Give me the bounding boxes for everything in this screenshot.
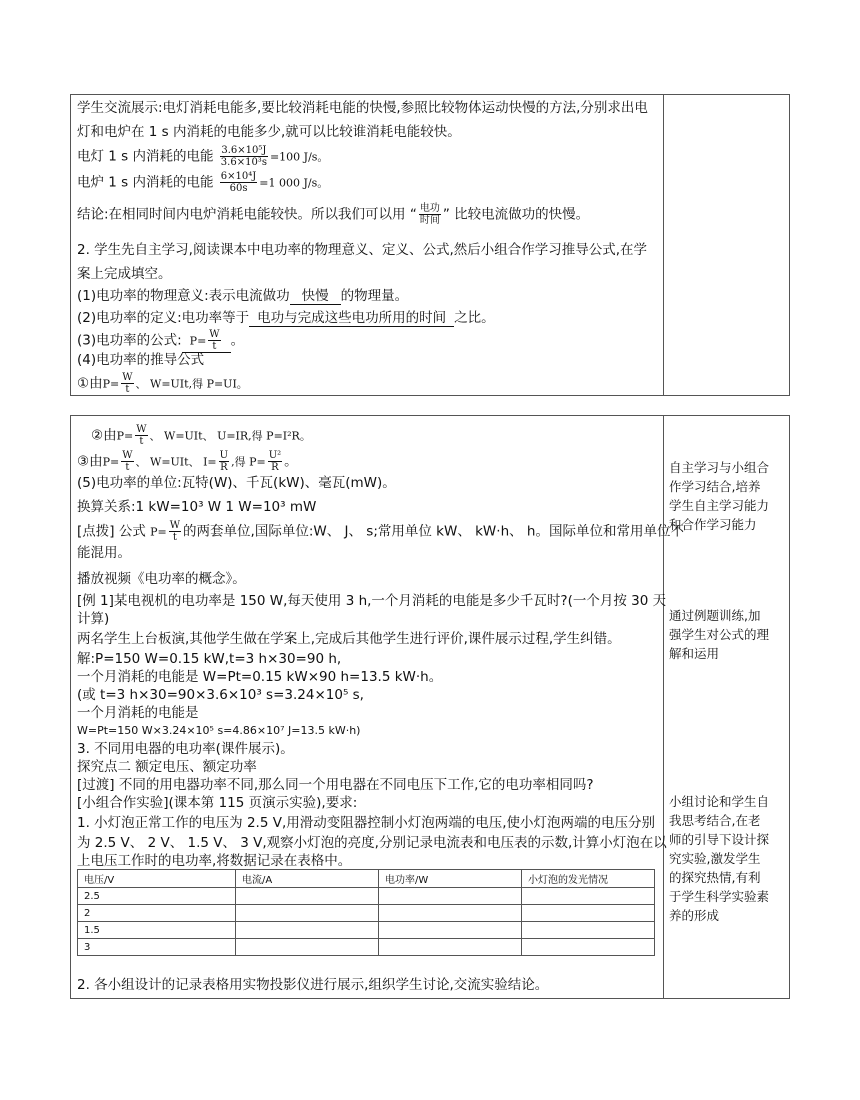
table-cell bbox=[522, 888, 655, 905]
table-row bbox=[78, 905, 655, 922]
teaching-note-2: 通过例题训练,加 强学生对公式的理 解和运用 bbox=[669, 608, 770, 661]
column-divider bbox=[663, 95, 664, 395]
column-header: 电功率/W bbox=[379, 870, 522, 888]
text-line: 2. 学生先自主学习,阅读课本中电功率的物理意义、定义、公式,然后小组合作学习推导公式,在学 bbox=[77, 242, 648, 258]
table-cell bbox=[236, 922, 379, 939]
table-cell: 3 bbox=[78, 939, 236, 956]
text-line: (或 t=3 h×30=90×3.6×10³ s=3.24×10⁵ s, bbox=[77, 687, 364, 703]
text-line: [小组合作实验](课本第 115 页演示实验),要求: bbox=[77, 795, 358, 811]
text-line: 探究点二 额定电压、额定功率 bbox=[77, 759, 257, 775]
answer-blank: P= $\frac{W}{t}$ bbox=[182, 329, 231, 353]
value: =100 J/s。 bbox=[269, 150, 329, 164]
text-line: 一个月消耗的电能是 bbox=[77, 705, 199, 721]
label: 电灯 1 s 内消耗的电能 bbox=[77, 148, 214, 165]
lesson-block-2 bbox=[70, 415, 790, 999]
text-line: 案上完成填空。 bbox=[77, 266, 172, 282]
text-line: 换算关系:1 kW=10³ W 1 W=10³ mW bbox=[77, 499, 317, 515]
text-line: 上电压工作时的电功率,将数据记录在表格中。 bbox=[77, 853, 352, 869]
formula-line: [点拨] 公式 P= $\frac{W}{t}$ 的两套单位,国际单位:W、 J、 s;常用单位 kW、 kW·h、 h。国际单位和常用单位不 bbox=[77, 520, 684, 543]
answer-blank: 快慢 bbox=[290, 289, 341, 305]
text-line: [例 1]某电视机的电功率是 150 W,每天使用 3 h,一个月消耗的电能是多少千瓦时?(一个月按 30 天 bbox=[77, 593, 667, 609]
table-row bbox=[78, 888, 655, 905]
column-header: 电流/A bbox=[236, 870, 379, 888]
table-cell bbox=[522, 939, 655, 956]
lamp-energy-line bbox=[77, 145, 328, 168]
data-record-table bbox=[77, 869, 655, 956]
text-line: 解:P=150 W=0.15 kW,t=3 h×30=90 h, bbox=[77, 651, 342, 667]
formula-line: (3)电功率的公式: P= $\frac{W}{t}$ 。 bbox=[77, 329, 245, 352]
label: ” 比较电流做功的快慢。 bbox=[442, 206, 590, 223]
value: =1 000 J/s。 bbox=[259, 176, 329, 190]
table-row bbox=[78, 922, 655, 939]
table-cell: 1.5 bbox=[78, 922, 236, 939]
text-line: 两名学生上台板演,其他学生做在学案上,完成后其他学生进行评价,课件展示过程,学生纠错。 bbox=[77, 631, 621, 647]
text-line: W=Pt=150 W×3.24×10⁵ s=4.86×10⁷ J=13.5 kW·h) bbox=[77, 724, 361, 737]
conclusion-line bbox=[77, 203, 589, 226]
label: 结论:在相同时间内电炉消耗电能较快。所以我们可以用 “ bbox=[77, 206, 417, 223]
text-line: 灯和电炉在 1 s 内消耗的电能多少,就可以比较谁消耗电能较快。 bbox=[77, 124, 461, 140]
text-line: 播放视频《电功率的概念》。 bbox=[77, 571, 246, 587]
table-cell bbox=[236, 905, 379, 922]
column-header: 小灯泡的发光情况 bbox=[522, 870, 655, 888]
table-cell bbox=[379, 939, 522, 956]
formula-line: ①由P= $\frac{W}{t}$ 、 W=UIt,得 P=UI。 bbox=[77, 372, 248, 395]
fraction: $\frac{\text{3.6×10⁵J}}{\text{3.6×10³s}}$ bbox=[220, 145, 267, 168]
answer-blank: 电功与完成这些电功所用的时间 bbox=[249, 311, 454, 327]
table-cell bbox=[379, 922, 522, 939]
teaching-note-3: 小组讨论和学生自 我思考结合,在老 师的引导下设计探 究实验,激发学生 的探究热情,有利 于学生科学实验素 养的形成 bbox=[669, 794, 770, 923]
table-cell: 2.5 bbox=[78, 888, 236, 905]
teaching-note-1: 自主学习与小组合 作学习结合,培养 学生自主学习能力 和合作学习能力 bbox=[669, 460, 770, 532]
fraction: $\frac{\text{6×10⁴J}}{60s}$ bbox=[220, 171, 257, 194]
table-cell: 2 bbox=[78, 905, 236, 922]
lesson-block-1 bbox=[70, 94, 790, 396]
text-line: 一个月消耗的电能是 W=Pt=0.15 kW×90 h=13.5 kW·h。 bbox=[77, 669, 443, 685]
text-line: 为 2.5 V、 2 V、 1.5 V、 3 V,观察小灯泡的亮度,分别记录电流表和电压表的示数,计算小灯泡在以 bbox=[77, 835, 667, 851]
text-line: 学生交流展示:电灯消耗电能多,要比较消耗电能的快慢,参照比较物体运动快慢的方法,分别求出电 bbox=[77, 100, 648, 116]
text-line: 能混用。 bbox=[77, 545, 131, 561]
fraction: $\frac{\text{电功}}{\text{时间}}$ bbox=[419, 203, 440, 226]
table-cell bbox=[236, 939, 379, 956]
fill-blank-line: (2)电功率的定义:电功率等于 电功与完成这些电功所用的时间 之比。 bbox=[77, 310, 495, 326]
text-line: 3. 不同用电器的电功率(课件展示)。 bbox=[77, 741, 294, 757]
text-line: (4)电功率的推导公式 bbox=[77, 352, 205, 368]
text-line: 1. 小灯泡正常工作的电压为 2.5 V,用滑动变阻器控制小灯泡两端的电压,使小灯泡两端的电压分别 bbox=[77, 815, 656, 831]
fill-blank-line: (1)电功率的物理意义:表示电流做功 快慢 的物理量。 bbox=[77, 288, 409, 304]
table-cell bbox=[379, 905, 522, 922]
table-cell bbox=[379, 888, 522, 905]
text-line: 2. 各小组设计的记录表格用实物投影仪进行展示,组织学生讨论,交流实验结论。 bbox=[77, 977, 549, 993]
formula-line: ②由P= $\frac{W}{t}$ 、 W=UIt、 U=IR,得 P=I²R。 bbox=[91, 424, 311, 447]
text-line: (5)电功率的单位:瓦特(W)、千瓦(kW)、毫瓦(mW)。 bbox=[77, 475, 396, 491]
stove-energy-line bbox=[77, 171, 328, 194]
formula-line: ③由P= $\frac{W}{t}$ 、 W=UIt、 I= $\frac{U}{R}$ ,得 P= $\frac{\text{U²}}{R}$ 。 bbox=[77, 450, 298, 473]
column-divider bbox=[663, 416, 664, 998]
table-cell bbox=[522, 922, 655, 939]
column-header: 电压/V bbox=[78, 870, 236, 888]
text-line: 计算) bbox=[77, 611, 110, 627]
text-line: [过渡] 不同的用电器功率不同,那么同一个用电器在不同电压下工作,它的电功率相同吗? bbox=[77, 777, 594, 793]
table-row bbox=[78, 939, 655, 956]
label: 电炉 1 s 内消耗的电能 bbox=[77, 174, 214, 191]
table-header-row bbox=[78, 870, 655, 888]
table-cell bbox=[522, 905, 655, 922]
table-cell bbox=[236, 888, 379, 905]
